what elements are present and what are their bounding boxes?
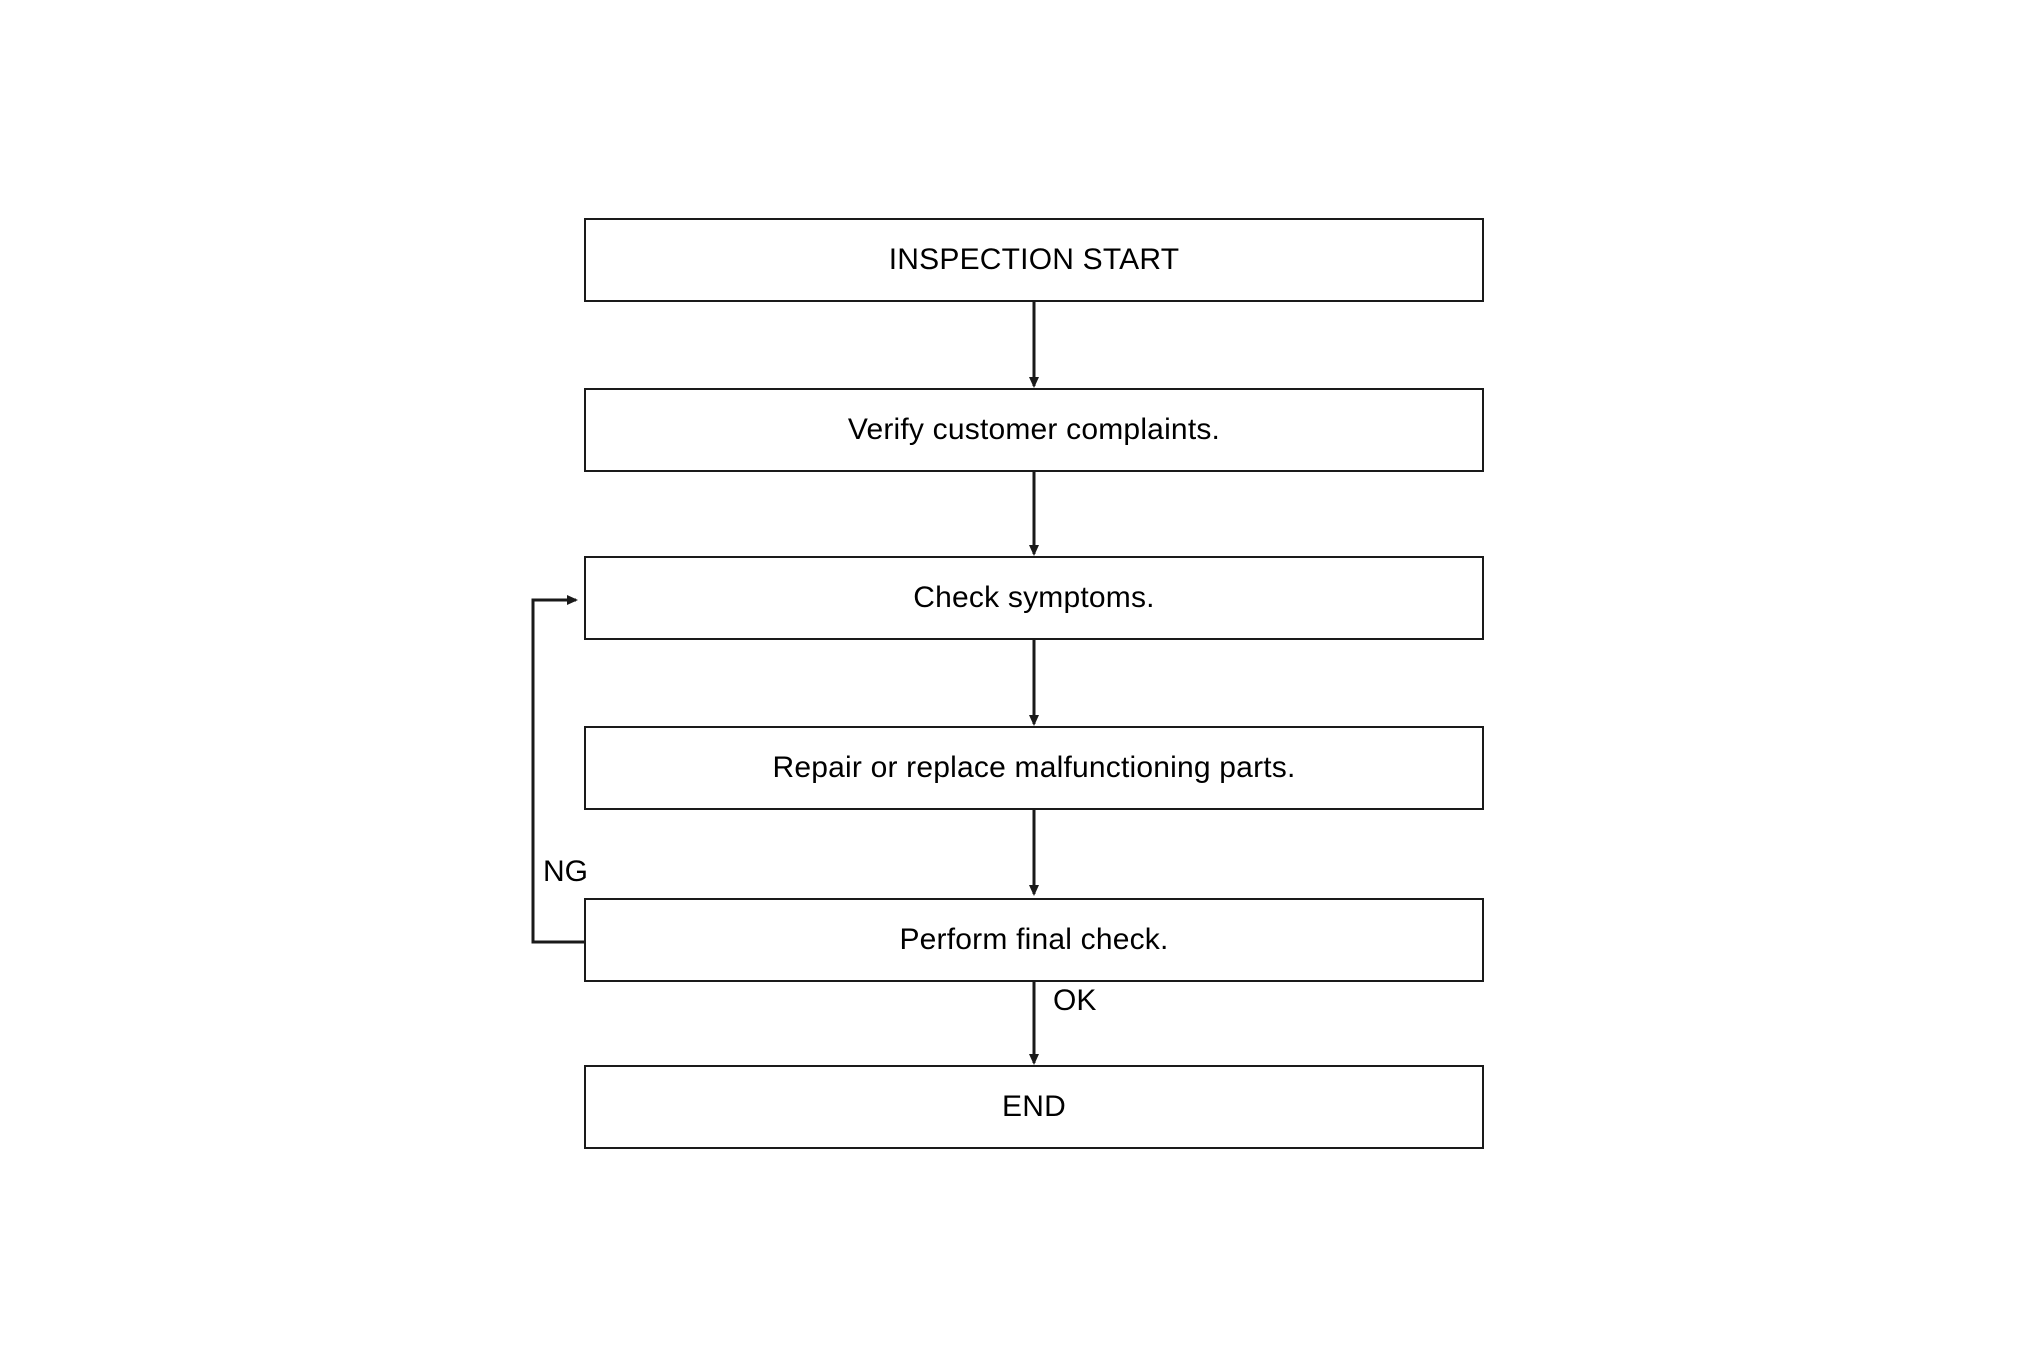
node-repair-or-replace[interactable] bbox=[584, 726, 1484, 810]
node-label: Perform final check. bbox=[899, 923, 1169, 956]
node-label: Verify customer complaints. bbox=[847, 413, 1221, 446]
node-label: Check symptoms. bbox=[913, 581, 1155, 614]
edge-label-ng: NG bbox=[543, 855, 588, 888]
edge-label-ok: OK bbox=[1053, 984, 1097, 1017]
node-inspection-start[interactable] bbox=[584, 218, 1484, 302]
node-check-symptoms[interactable] bbox=[584, 556, 1484, 640]
node-perform-final-check[interactable] bbox=[584, 898, 1484, 982]
node-end[interactable] bbox=[584, 1065, 1484, 1149]
node-label: INSPECTION START bbox=[888, 243, 1180, 276]
node-verify-customer-complaints[interactable] bbox=[584, 388, 1484, 472]
node-label: Repair or replace malfunctioning parts. bbox=[772, 751, 1296, 784]
node-label: END bbox=[1002, 1090, 1066, 1123]
connector-ng-loop bbox=[533, 600, 584, 942]
